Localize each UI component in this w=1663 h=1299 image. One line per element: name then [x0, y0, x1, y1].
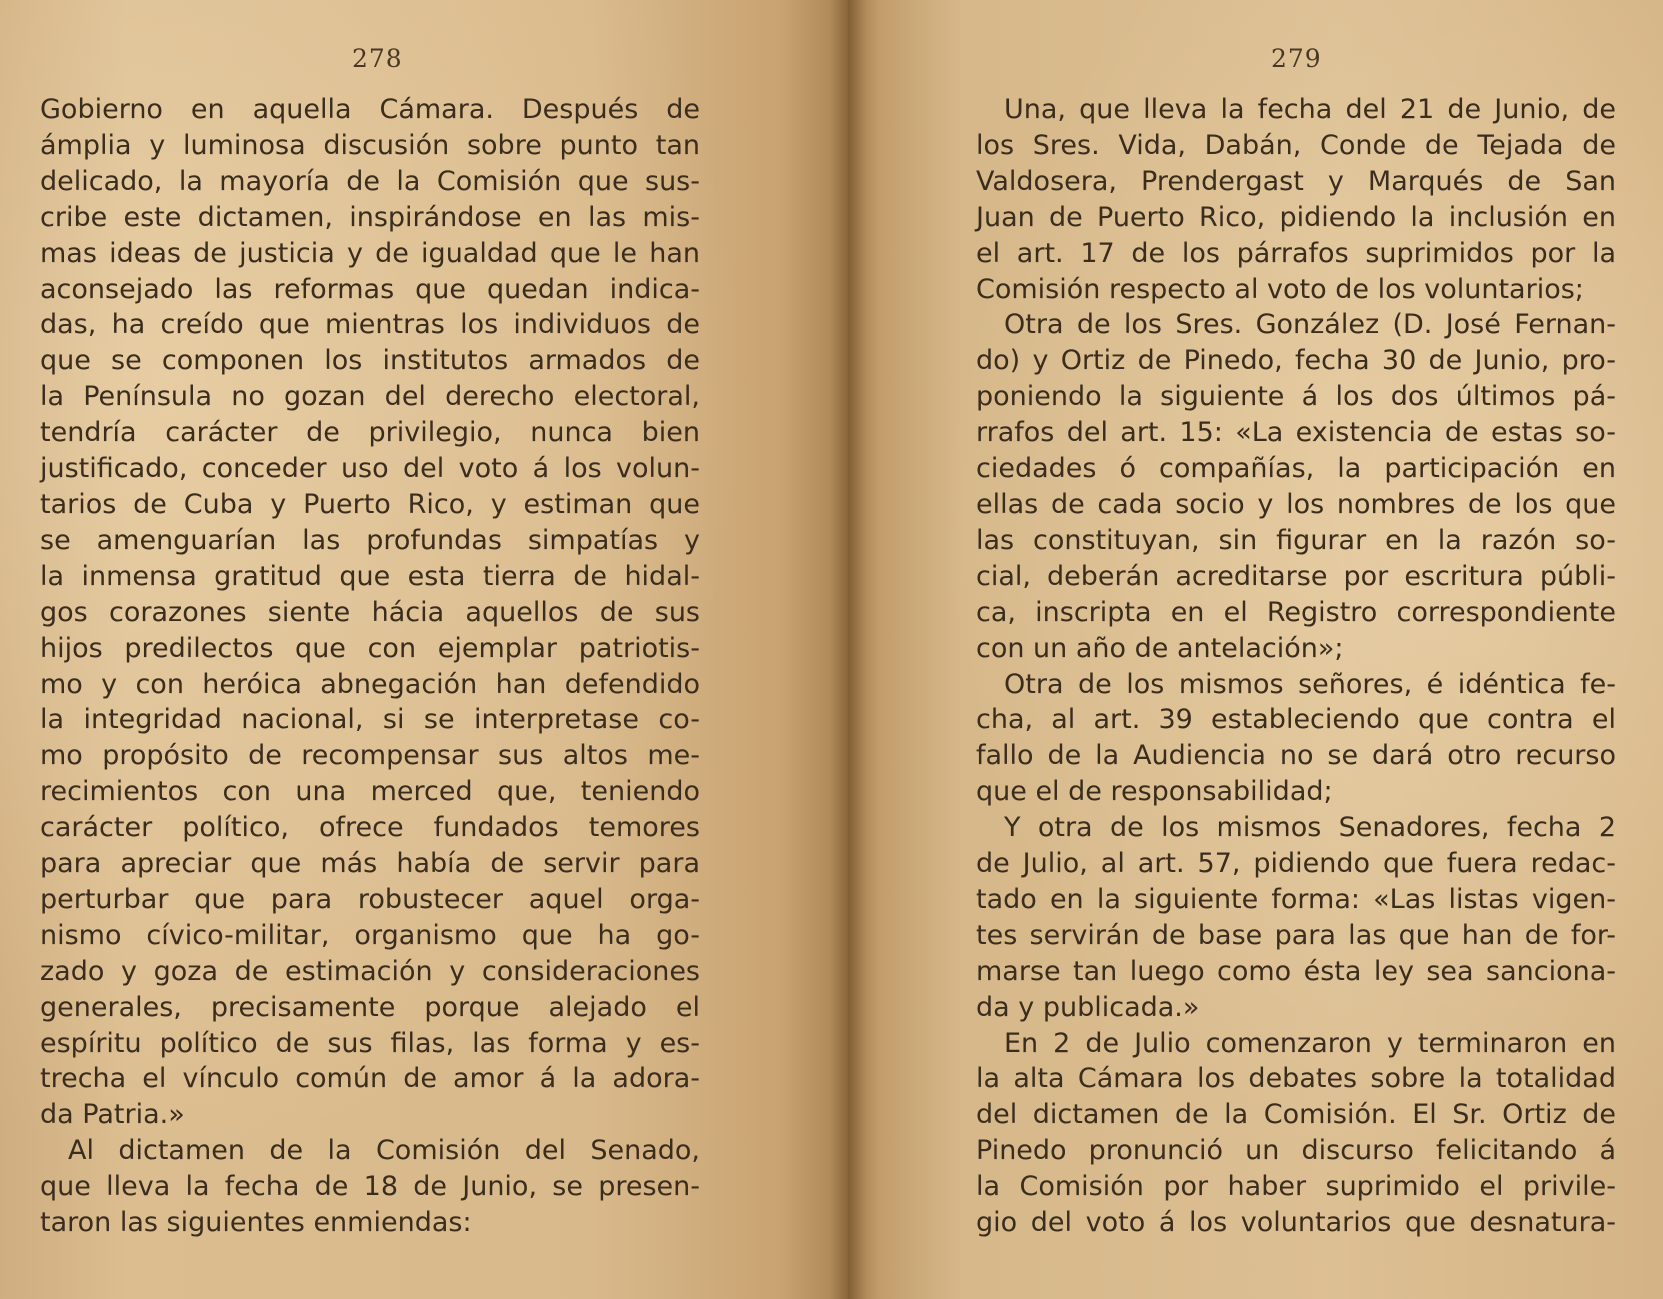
- text-line: gio del voto á los voluntarios que desnatura-: [976, 1207, 1616, 1239]
- text-line: tes servirán de base para las que han de for-: [976, 919, 1616, 951]
- text-line: que el de responsabilidad;: [976, 776, 1333, 808]
- text-line: aconsejado las reformas que quedan indica-: [40, 273, 700, 305]
- text-line: hijos predilectos que con ejemplar patriotis-: [40, 632, 700, 664]
- text-line: Al dictamen de la Comisión del Senado,: [68, 1135, 700, 1167]
- text-line: Pinedo pronunció un discurso felicitando á: [976, 1135, 1616, 1167]
- text-line: que se componen los institutos armados de: [40, 345, 700, 377]
- text-line: de Julio, al art. 57, pidiendo que fuera redac-: [976, 848, 1616, 880]
- text-line: ellas de cada socio y los nombres de los que: [976, 488, 1616, 520]
- text-line: mas ideas de justicia y de igualdad que le han: [40, 237, 700, 269]
- text-line: taron las siguientes enmiendas:: [40, 1207, 472, 1239]
- text-line: tendría carácter de privilegio, nunca bien: [40, 417, 700, 449]
- text-line: gos corazones siente hácia aquellos de sus: [40, 596, 700, 628]
- right-page: [848, 0, 1663, 1299]
- text-line: delicado, la mayoría de la Comisión que sus-: [40, 165, 700, 197]
- text-line: poniendo la siguiente á los dos últimos pá-: [976, 381, 1616, 413]
- text-line: nismo cívico-militar, organismo que ha go-: [40, 919, 700, 951]
- text-line: Y otra de los mismos Senadores, fecha 2: [1004, 812, 1616, 844]
- text-line: tarios de Cuba y Puerto Rico, y estiman que: [40, 488, 700, 520]
- text-line: das, ha creído que mientras los individuos de: [40, 309, 700, 341]
- text-line: cha, al art. 39 estableciendo que contra el: [976, 704, 1616, 736]
- text-line: las constituyan, sin figurar en la razón so-: [976, 524, 1616, 556]
- page-number: 278: [352, 44, 403, 73]
- text-line: mo propósito de recompensar sus altos me-: [40, 740, 700, 772]
- text-line: con un año de antelación»;: [976, 632, 1344, 664]
- text-line: mo y con heróica abnegación han defendido: [40, 668, 700, 700]
- page-body-text: [40, 92, 700, 1241]
- text-line: fallo de la Audiencia no se dará otro recurso: [976, 740, 1616, 772]
- text-line: generales, precisamente porque alejado el: [40, 991, 700, 1023]
- text-line: rrafos del art. 15: «La existencia de estas so-: [976, 417, 1616, 449]
- text-line: justificado, conceder uso del voto á los volun-: [40, 453, 700, 485]
- text-line: la integridad nacional, si se interpretase co-: [40, 704, 700, 736]
- text-line: ámplia y luminosa discusión sobre punto tan: [40, 129, 700, 161]
- text-line: el art. 17 de los párrafos suprimidos por la: [976, 237, 1616, 269]
- text-line: carácter político, ofrece fundados temores: [40, 812, 700, 844]
- text-line: En 2 de Julio comenzaron y terminaron en: [1004, 1027, 1616, 1059]
- text-line: da y publicada.»: [976, 991, 1200, 1023]
- text-line: para apreciar que más había de servir para: [40, 848, 700, 880]
- text-line: cial, deberán acreditarse por escritura públi-: [976, 560, 1616, 592]
- text-line: recimientos con una merced que, teniendo: [40, 776, 700, 808]
- text-line: Otra de los Sres. González (D. José Fernan-: [1004, 309, 1616, 341]
- text-line: la Península no gozan del derecho electoral,: [40, 381, 700, 413]
- text-line: do) y Ortiz de Pinedo, fecha 30 de Junio, pro-: [976, 345, 1616, 377]
- text-line: los Sres. Vida, Dabán, Conde de Tejada de: [976, 129, 1616, 161]
- text-line: la alta Cámara los debates sobre la totalidad: [976, 1063, 1616, 1095]
- text-line: tado en la siguiente forma: «Las listas vigen-: [976, 883, 1616, 915]
- text-line: se amenguarían las profundas simpatías y: [40, 524, 700, 556]
- page-number: 279: [1271, 44, 1322, 73]
- text-line: Valdosera, Prendergast y Marqués de San: [976, 165, 1616, 197]
- text-line: Una, que lleva la fecha del 21 de Junio, de: [1004, 94, 1616, 125]
- text-line: del dictamen de la Comisión. El Sr. Ortiz de: [976, 1099, 1616, 1131]
- text-line: cribe este dictamen, inspirándose en las mis-: [40, 201, 700, 233]
- text-line: Otra de los mismos señores, é idéntica fe-: [1004, 668, 1616, 700]
- text-line: Gobierno en aquella Cámara. Después de: [40, 94, 700, 125]
- page-body-text: [976, 92, 1616, 1241]
- text-line: que lleva la fecha de 18 de Junio, se presen-: [40, 1171, 700, 1203]
- text-line: da Patria.»: [40, 1099, 185, 1131]
- text-line: ciedades ó compañías, la participación en: [976, 453, 1616, 485]
- text-line: marse tan luego como ésta ley sea sanciona-: [976, 955, 1616, 987]
- text-line: trecha el vínculo común de amor á la adora-: [40, 1063, 700, 1095]
- text-line: zado y goza de estimación y consideraciones: [40, 955, 700, 987]
- text-line: espíritu político de sus filas, las forma y es-: [40, 1027, 700, 1059]
- text-line: la Comisión por haber suprimido el privile-: [976, 1171, 1616, 1203]
- text-line: Comisión respecto al voto de los voluntarios;: [976, 273, 1584, 305]
- text-line: Juan de Puerto Rico, pidiendo la inclusión en: [976, 201, 1616, 233]
- text-line: perturbar que para robustecer aquel orga-: [40, 883, 700, 915]
- text-line: la inmensa gratitud que esta tierra de hidal-: [40, 560, 700, 592]
- text-line: ca, inscripta en el Registro correspondiente: [976, 596, 1616, 628]
